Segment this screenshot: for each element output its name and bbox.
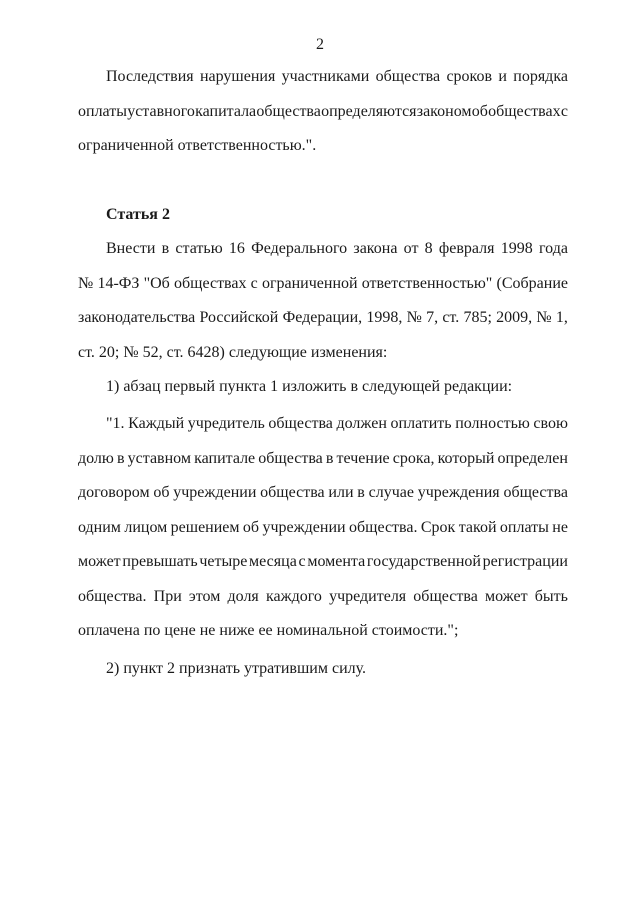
word: четыре	[199, 553, 248, 570]
text-line	[78, 476, 568, 511]
word: такой	[458, 518, 497, 536]
word: не	[552, 518, 568, 536]
word: общества	[256, 102, 321, 120]
word: и	[498, 68, 507, 85]
word: об	[471, 102, 488, 120]
word: года	[538, 240, 568, 257]
word: может	[78, 553, 121, 570]
word: общества.	[78, 587, 147, 605]
word: должен	[336, 415, 387, 432]
word: статью	[175, 240, 223, 257]
word: №	[78, 274, 94, 292]
word: с	[560, 102, 568, 120]
word: договором	[78, 484, 150, 501]
text-line	[78, 407, 568, 442]
word: превышать	[122, 553, 198, 570]
word: от	[403, 240, 419, 257]
word: №	[536, 309, 552, 326]
word: 8	[424, 240, 433, 257]
word: регистрации	[482, 553, 568, 570]
word: течение	[336, 449, 390, 467]
word: участниками	[281, 68, 370, 85]
list-item-2: 2) пункт 2 признать утратившим силу.	[106, 660, 367, 677]
word: Федерального	[251, 240, 348, 257]
word: 14-ФЗ	[97, 274, 140, 292]
word: в	[357, 484, 365, 501]
word: нарушения	[199, 68, 276, 85]
word: Российской	[199, 309, 279, 326]
word: ответственностью"	[361, 274, 493, 292]
text-line	[78, 511, 568, 546]
word: Срок	[420, 518, 456, 536]
text-line	[78, 232, 568, 267]
word: этом	[188, 587, 221, 605]
word: общества	[503, 484, 568, 501]
word: 1998	[500, 240, 533, 257]
word: учреждении	[262, 518, 346, 536]
word: ст.	[442, 309, 460, 326]
word: закона	[353, 240, 398, 257]
word: 2009,	[496, 309, 533, 326]
word: лицом	[124, 518, 168, 536]
word: обществах	[174, 274, 247, 292]
word: определяются	[321, 102, 417, 120]
word: свою	[533, 415, 568, 432]
word: "Об	[143, 274, 170, 292]
text-line	[78, 580, 568, 615]
word: Федерации,	[282, 309, 363, 326]
word: учреждения	[417, 484, 500, 501]
word: февраля	[438, 240, 495, 257]
word: определен	[497, 449, 568, 467]
word: об	[153, 484, 170, 501]
word: капитале	[194, 449, 256, 467]
word: Внести	[106, 240, 156, 257]
word: Каждый	[128, 415, 185, 432]
word: общества	[375, 68, 441, 85]
word: законом	[416, 102, 472, 120]
word: в	[116, 449, 125, 467]
word: срока,	[392, 449, 435, 467]
word: общества	[413, 587, 478, 605]
word: доля	[227, 587, 259, 605]
text-line	[78, 95, 568, 130]
word: или	[328, 484, 354, 501]
word: законодательства	[78, 309, 196, 326]
text-line	[78, 545, 568, 580]
word: учредитель	[187, 415, 265, 432]
word: одним	[78, 518, 121, 536]
word: с	[298, 553, 306, 570]
word: оплаты	[499, 518, 549, 536]
word: ограниченной	[261, 274, 358, 292]
page-number: 2	[316, 36, 324, 53]
word: уставного	[127, 102, 195, 120]
text-line	[78, 267, 568, 302]
word: об	[242, 518, 260, 536]
text-line	[78, 60, 568, 95]
word: который	[437, 449, 495, 467]
word: общества	[268, 415, 333, 432]
word: случае	[368, 484, 414, 501]
word: 7,	[426, 309, 439, 326]
word: капитала	[195, 102, 257, 120]
article-heading-block	[78, 198, 568, 233]
word: обществах	[488, 102, 561, 120]
word: учреждении	[173, 484, 257, 501]
word: №	[406, 309, 422, 326]
text-line: ограниченной ответственностью.".	[78, 137, 317, 154]
quoted-new-wording	[78, 407, 568, 649]
item-1-block	[78, 370, 568, 405]
word: долю	[78, 449, 114, 467]
word: с	[250, 274, 258, 292]
word: полностью	[455, 415, 530, 432]
article-heading: Статья 2	[106, 206, 170, 223]
word: 785;	[463, 309, 492, 326]
word: 16	[228, 240, 245, 257]
word: в	[161, 240, 170, 257]
word: порядка	[513, 68, 568, 85]
word: общества	[258, 449, 323, 467]
word: оплатить	[390, 415, 452, 432]
word: общества.	[348, 518, 418, 536]
word: 1998,	[366, 309, 403, 326]
paragraph-consequences	[78, 60, 568, 164]
word: оплаты	[78, 102, 127, 120]
word: учредителя	[329, 587, 407, 605]
word: (Собрание	[496, 274, 568, 292]
text-line: ст. 20; № 52, ст. 6428) следующие изменения:	[78, 343, 388, 361]
word: в	[325, 449, 334, 467]
word: 1,	[555, 309, 568, 326]
word: "1.	[106, 415, 125, 432]
word: может	[484, 587, 528, 605]
word: месяца	[249, 553, 297, 570]
word: быть	[534, 587, 568, 605]
text-line	[78, 301, 568, 336]
word: сроков	[446, 68, 493, 85]
word: каждого	[265, 587, 322, 605]
word: При	[153, 587, 182, 605]
word: общества	[260, 484, 325, 501]
word: Последствия	[106, 68, 194, 85]
item-2-block	[78, 652, 568, 687]
word: государственной	[366, 553, 481, 570]
word: решением	[170, 518, 240, 536]
word: уставном	[127, 449, 191, 467]
word: момента	[307, 553, 366, 570]
text-line: оплачена по цене не ниже ее номинальной стоимости.";	[78, 622, 459, 639]
text-line	[78, 442, 568, 477]
paragraph-amendment-intro	[78, 232, 568, 370]
list-item-1: 1) абзац первый пункта 1 изложить в следующей редакции:	[106, 378, 513, 395]
